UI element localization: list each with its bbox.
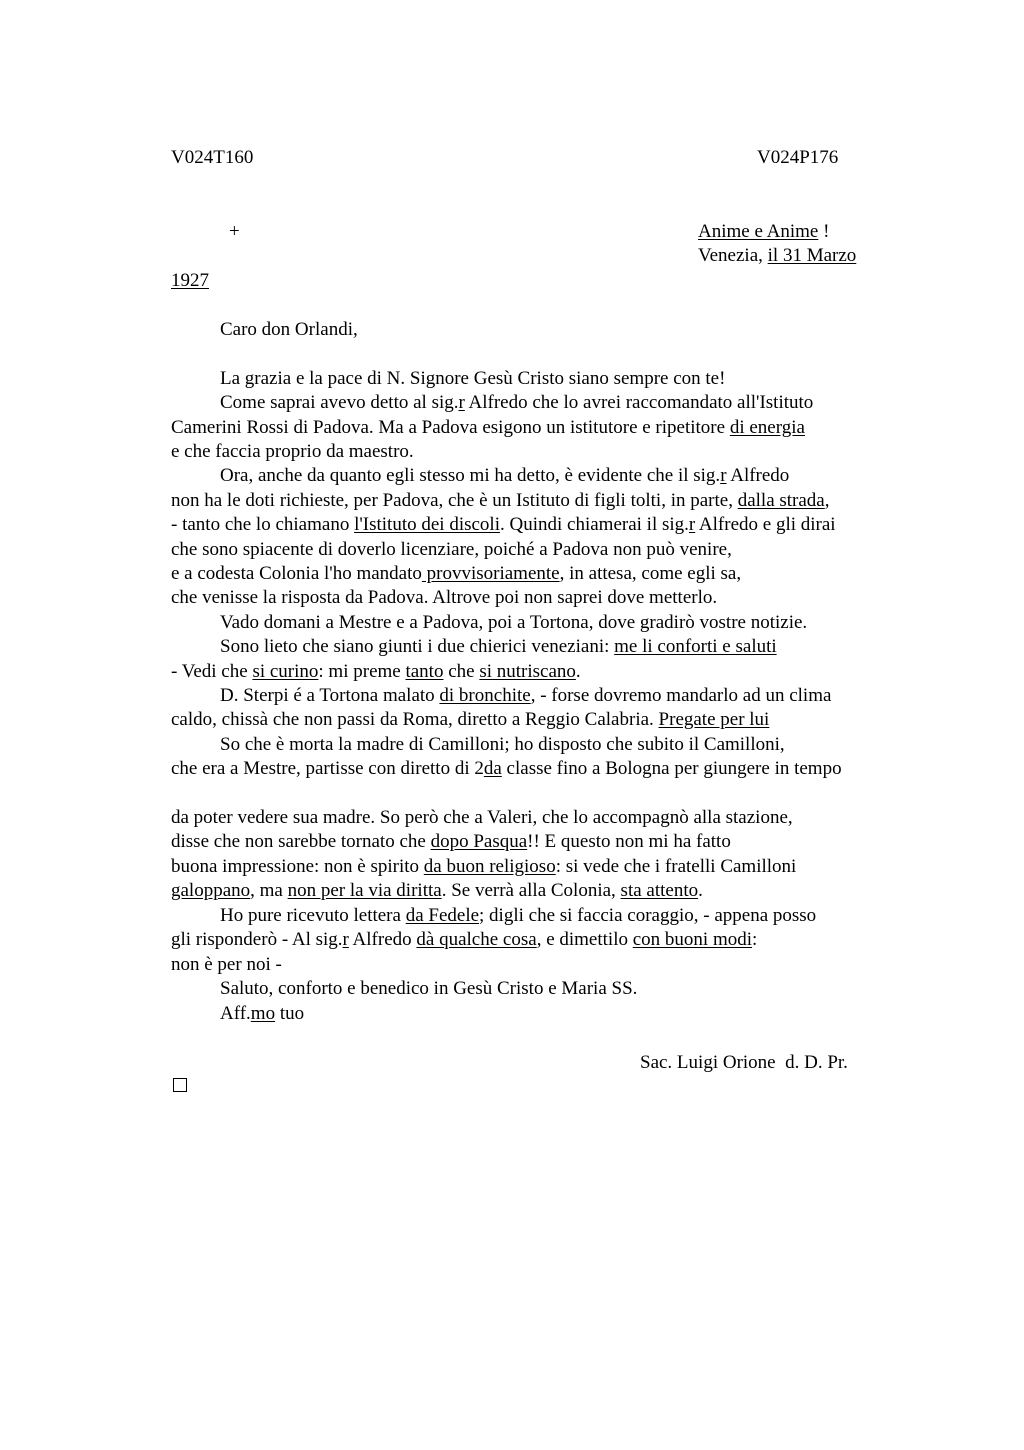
text-segment: non ha le doti richieste, per Padova, che è un Istituto di figli tolti, in parte, xyxy=(171,490,738,511)
body-line-6 xyxy=(171,489,830,513)
text-segment: , in attesa, come egli sa, xyxy=(559,563,742,584)
text-segment: : xyxy=(752,929,758,950)
closing-blessing: Saluto, conforto e benedico in Gesù Cristo e Maria SS. xyxy=(220,978,638,999)
underlined-segment: di bronchite xyxy=(439,685,531,706)
underlined-segment: con buoni modi xyxy=(632,929,753,950)
body-line-22 xyxy=(220,904,816,928)
body-line-3 xyxy=(171,416,805,440)
body-line-12 xyxy=(220,635,777,659)
body-line-11: Vado domani a Mestre e a Padova, poi a Tortona, dove gradirò vostre notizie. xyxy=(220,612,808,633)
text-segment: - tanto che lo chiamano xyxy=(171,514,355,535)
greeting: Caro don Orlandi, xyxy=(220,319,358,340)
underlined-segment: da xyxy=(483,758,502,779)
underlined-segment: dà qualche cosa xyxy=(416,929,537,950)
underlined-segment: non per la via diritta xyxy=(287,880,442,901)
document-code-left: V024T160 xyxy=(171,147,254,168)
text-segment: tuo xyxy=(275,1003,305,1024)
underlined-segment: Pregate per lui xyxy=(658,709,770,730)
body-line-17 xyxy=(171,757,842,781)
body-line-4: e che faccia proprio da maestro. xyxy=(171,441,414,462)
underlined-segment: mo xyxy=(250,1003,276,1024)
text-segment: Sono lieto che siano giunti i due chierici veneziani: xyxy=(220,636,615,657)
body-line-14 xyxy=(220,684,831,708)
year: 1927 xyxy=(171,270,209,291)
body-line-19 xyxy=(171,830,731,854)
document-code-right: V024P176 xyxy=(757,147,839,168)
motto-line xyxy=(698,220,829,244)
text-segment: e a codesta Colonia l'ho mandato xyxy=(171,563,422,584)
underlined-segment: l'Istituto dei discoli xyxy=(354,514,500,535)
underlined-segment: dalla strada xyxy=(737,490,825,511)
place: Venezia, xyxy=(698,245,768,266)
motto-mark: ! xyxy=(818,221,830,242)
text-segment: gli risponderò - Al sig. xyxy=(171,929,343,950)
underlined-segment: dopo Pasqua xyxy=(430,831,528,852)
underlined-segment: me li conforti e saluti xyxy=(614,636,777,657)
text-segment: Camerini Rossi di Padova. Ma a Padova esigono un istitutore e ripetitore xyxy=(171,417,730,438)
underlined-segment: da buon religioso xyxy=(423,856,556,877)
motto: Anime e Anime xyxy=(698,221,819,242)
underlined-segment: r xyxy=(720,465,727,486)
underlined-segment: galoppano xyxy=(171,880,251,901)
text-segment: D. Sterpi é a Tortona malato xyxy=(220,685,440,706)
text-segment: : mi preme xyxy=(318,661,406,682)
body-line-10: che venisse la risposta da Padova. Altrove poi non saprei dove metterlo. xyxy=(171,587,718,608)
text-segment: Ho pure ricevuto lettera xyxy=(220,905,406,926)
text-segment: - Vedi che xyxy=(171,661,253,682)
text-segment: Aff. xyxy=(220,1003,251,1024)
underlined-segment: provvisoriamente xyxy=(421,563,560,584)
underlined-segment: da Fedele xyxy=(405,905,480,926)
body-line-20 xyxy=(171,855,796,879)
underlined-segment: di energia xyxy=(729,417,805,438)
closing-affectionately xyxy=(220,1002,304,1026)
underlined-segment: tanto xyxy=(405,661,444,682)
text-segment: classe fino a Bologna per giungere in tempo xyxy=(501,758,842,779)
text-segment: Ora, anche da quanto egli stesso mi ha detto, è evidente che il sig. xyxy=(220,465,721,486)
text-segment: , e dimettilo xyxy=(536,929,633,950)
body-line-23 xyxy=(171,928,757,952)
text-segment: . xyxy=(698,880,703,901)
body-line-18: da poter vedere sua madre. So però che a Valeri, che lo accompagnò alla stazione, xyxy=(171,807,793,828)
body-line-21 xyxy=(171,879,703,903)
text-segment: Alfredo xyxy=(348,929,417,950)
underlined-segment: si curino xyxy=(252,661,319,682)
date: il 31 Marzo xyxy=(767,245,857,266)
underlined-segment: r xyxy=(342,929,349,950)
text-segment: . Se verrà alla Colonia, xyxy=(441,880,621,901)
text-segment: che xyxy=(443,661,480,682)
underlined-segment: si nutriscano xyxy=(479,661,576,682)
text-segment: . xyxy=(575,661,581,682)
text-segment: . Quindi chiamerai il sig. xyxy=(500,514,689,535)
body-line-8: che sono spiacente di doverlo licenziare, poiché a Padova non può venire, xyxy=(171,539,732,560)
text-segment: , - forse dovremo mandarlo ad un clima xyxy=(530,685,832,706)
text-segment: Alfredo e gli dirai xyxy=(695,514,836,535)
text-segment: buona impressione: non è spirito xyxy=(171,856,424,877)
text-segment: caldo, chissà che non passi da Roma, diretto a Reggio Calabria. xyxy=(171,709,659,730)
text-segment: Alfredo che lo avrei raccomandato all'Istituto xyxy=(464,392,814,413)
underlined-segment: sta attento xyxy=(620,880,699,901)
text-segment: Come saprai avevo detto al sig. xyxy=(220,392,459,413)
body-line-2 xyxy=(220,391,813,415)
body-line-13 xyxy=(171,660,581,684)
text-segment: ; digli che si faccia coraggio, - appena posso xyxy=(479,905,817,926)
text-segment: , xyxy=(824,490,830,511)
body-line-24: non è per noi - xyxy=(171,954,282,975)
text-segment: disse che non sarebbe tornato che xyxy=(171,831,431,852)
body-line-5 xyxy=(220,464,789,488)
signature: Sac. Luigi Orione d. D. Pr. xyxy=(640,1052,848,1073)
text-segment: !! E questo non mi ha fatto xyxy=(527,831,731,852)
square-mark xyxy=(173,1078,187,1092)
place-date-line xyxy=(698,244,856,268)
body-line-7 xyxy=(171,513,836,537)
text-segment: , ma xyxy=(250,880,288,901)
body-line-9 xyxy=(171,562,741,586)
body-line-1: La grazia e la pace di N. Signore Gesù Cristo siano sempre con te! xyxy=(220,368,726,389)
text-segment: che era a Mestre, partisse con diretto di 2 xyxy=(171,758,484,779)
underlined-segment: r xyxy=(458,392,465,413)
body-line-15 xyxy=(171,708,769,732)
body-line-16: So che è morta la madre di Camilloni; ho disposto che subito il Camilloni, xyxy=(220,734,785,755)
underlined-segment: r xyxy=(688,514,696,535)
text-segment: Alfredo xyxy=(726,465,790,486)
text-segment: : si vede che i fratelli Camilloni xyxy=(555,856,797,877)
cross-mark: + xyxy=(229,221,240,242)
